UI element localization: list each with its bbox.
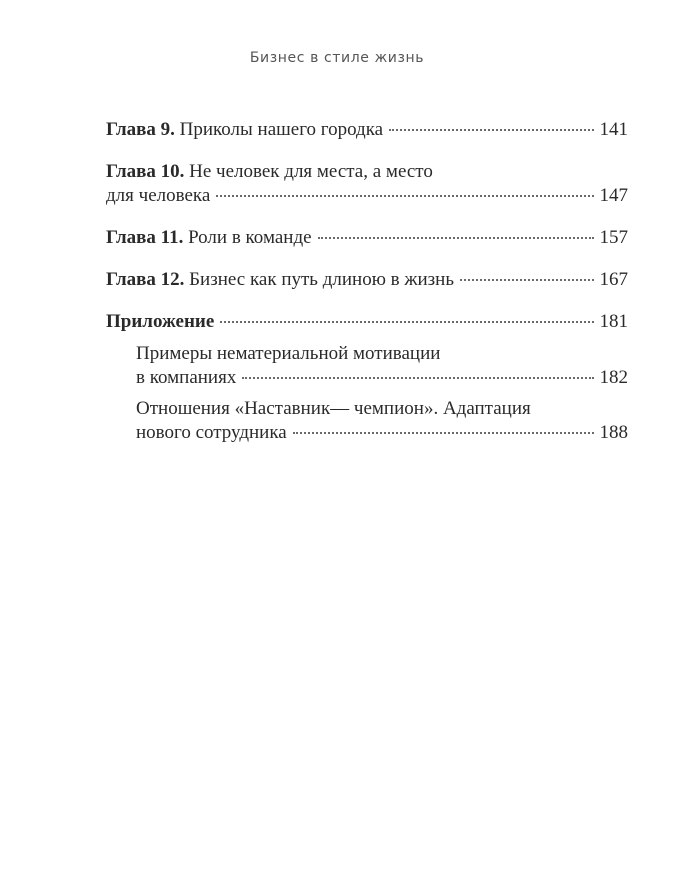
chapter-label: Глава 12. <box>106 269 185 290</box>
toc-entry-chapter-11 <box>106 226 628 250</box>
page-number: 181 <box>599 311 628 332</box>
subentry-title-line2: нового сотрудника <box>136 422 287 443</box>
dot-leader <box>242 377 593 379</box>
toc-subentry-motivation <box>136 342 628 390</box>
running-header: Бизнес в стиле жизнь <box>249 50 425 66</box>
chapter-label: Глава 9. <box>106 119 175 140</box>
dot-leader <box>460 279 594 281</box>
page-number: 182 <box>599 367 628 388</box>
dot-leader <box>318 237 594 239</box>
subentry-title-line1: Примеры нематериальной мотивации <box>136 343 441 364</box>
chapter-title-line1: Не человек для места, а место <box>189 161 433 182</box>
chapter-title: Роли в команде <box>188 227 312 248</box>
toc-entry-appendix <box>106 310 628 334</box>
chapter-title-line2: для человека <box>106 185 211 206</box>
subentry-title-line2: в компаниях <box>136 367 237 388</box>
appendix-label: Приложение <box>106 311 215 332</box>
page-number: 157 <box>599 227 628 248</box>
page-number: 141 <box>599 119 628 140</box>
dot-leader <box>216 195 593 197</box>
chapter-title: Приколы нашего городка <box>179 119 384 140</box>
toc-entry-chapter-10 <box>106 160 628 208</box>
toc-subentry-mentor <box>136 397 628 445</box>
chapter-label: Глава 10. <box>106 161 185 182</box>
chapter-label: Глава 11. <box>106 227 184 248</box>
table-of-contents <box>106 118 628 452</box>
toc-entry-chapter-12 <box>106 268 628 292</box>
dot-leader <box>389 129 593 131</box>
dot-leader <box>220 321 593 323</box>
chapter-title: Бизнес как путь длиною в жизнь <box>189 269 454 290</box>
dot-leader <box>293 432 594 434</box>
page-number: 147 <box>599 185 628 206</box>
subentry-title-line1: Отношения «Наставник— чемпион». Адаптация <box>136 398 531 419</box>
page-number: 188 <box>599 422 628 443</box>
toc-entry-chapter-9 <box>106 118 628 142</box>
page-number: 167 <box>599 269 628 290</box>
